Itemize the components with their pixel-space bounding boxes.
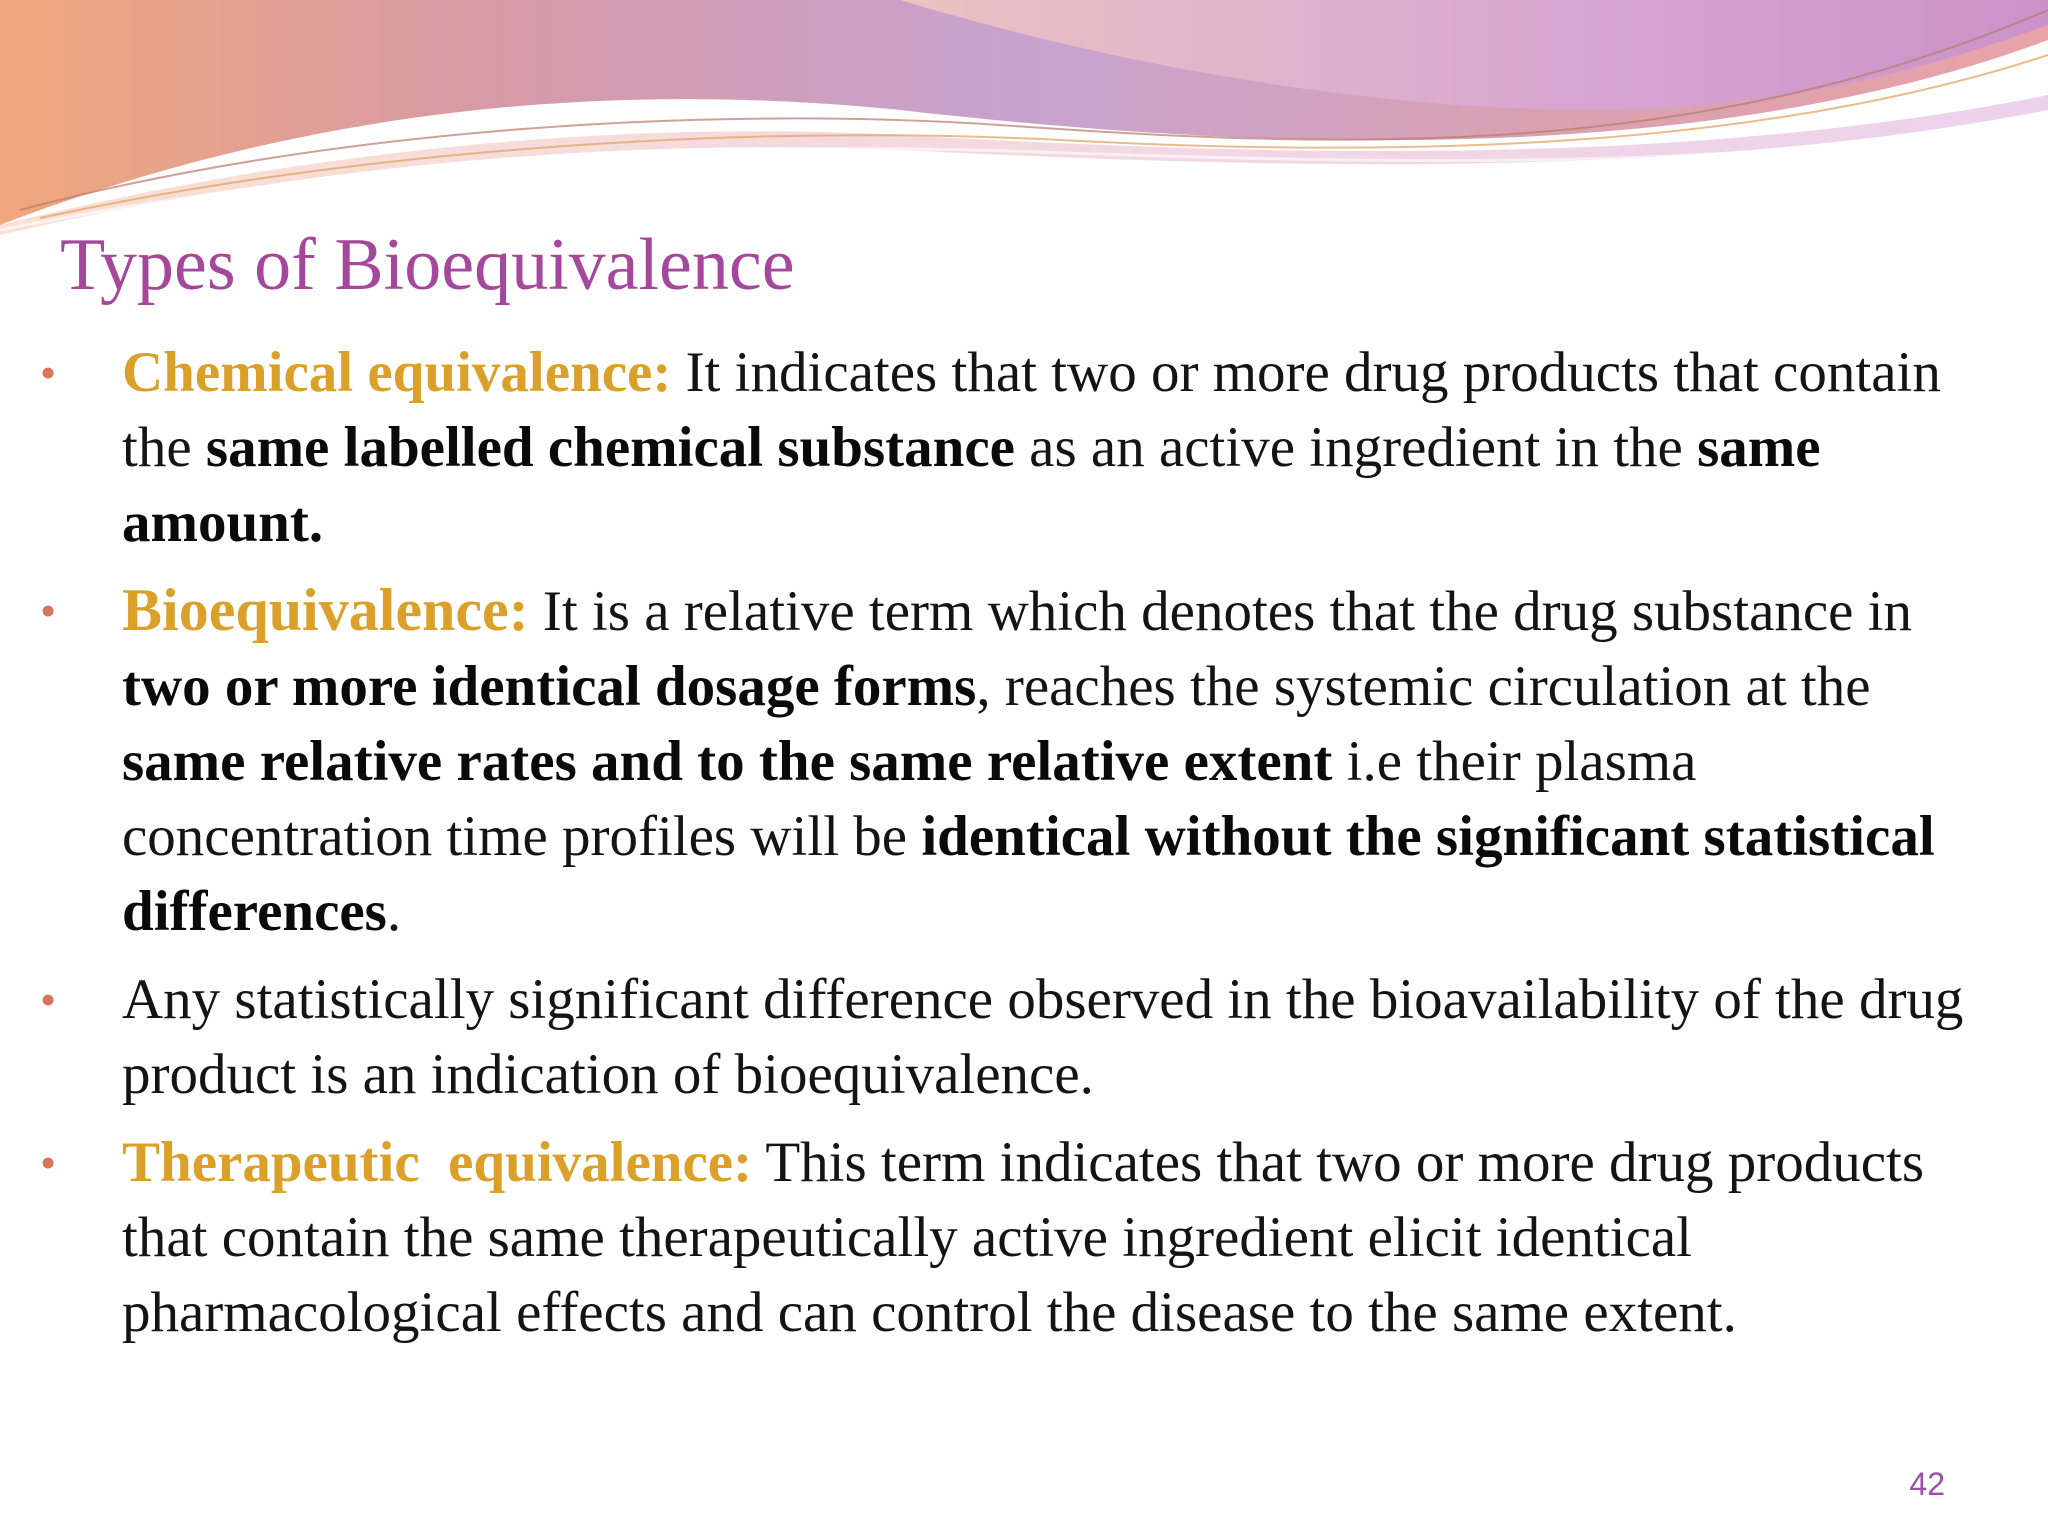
body-text: i.e their plasma concentration time profiles will be <box>122 730 1697 868</box>
bold-text: identical without the significant statistical differences <box>122 805 1935 943</box>
body-text: . <box>386 880 402 943</box>
bullet-bioequivalence <box>0 573 2048 949</box>
header-wave-decoration <box>0 0 2048 240</box>
bullet-statistical-difference <box>0 962 2048 1112</box>
bold-text: two or more identical dosage forms <box>122 655 977 718</box>
page-number: 42 <box>1909 1466 1945 1502</box>
body-text: It is a relative term which denotes that the drug substance in <box>528 580 1913 643</box>
bold-text: same amount. <box>122 416 1821 554</box>
body-text: Any statistically significant difference observed in the bioavailability of the drug product is an indication of bioequivalence. <box>122 968 1964 1106</box>
body-text: as an active ingredient in the <box>1014 416 1698 479</box>
term-label: Bioequivalence: <box>122 577 529 643</box>
bullet-icon: • <box>40 1137 57 1188</box>
bold-text: same relative rates and to the same relative extent <box>122 730 1333 793</box>
bullet-icon: • <box>40 347 57 398</box>
slide-title: Types of Bioequivalence <box>60 224 795 306</box>
body-text: It indicates that two or more drug products that contain the <box>122 341 1941 479</box>
bullet-list <box>0 335 2048 1363</box>
body-text: , reaches the systemic circulation at the <box>976 655 1871 718</box>
bold-text: same labelled chemical substance <box>205 416 1015 479</box>
term-label: Chemical equivalence: <box>122 341 672 404</box>
term-label: Therapeutic equivalence: <box>122 1131 753 1194</box>
bullet-icon: • <box>40 974 57 1025</box>
bullet-chemical-equivalence <box>0 335 2048 560</box>
bullet-icon: • <box>40 585 57 636</box>
bullet-therapeutic-equivalence <box>0 1125 2048 1350</box>
body-text: This term indicates that two or more drug products that contain the same therapeutically active ingredient elicit identical pharmacological effects and can control the disease to the same extent. <box>122 1131 1925 1344</box>
